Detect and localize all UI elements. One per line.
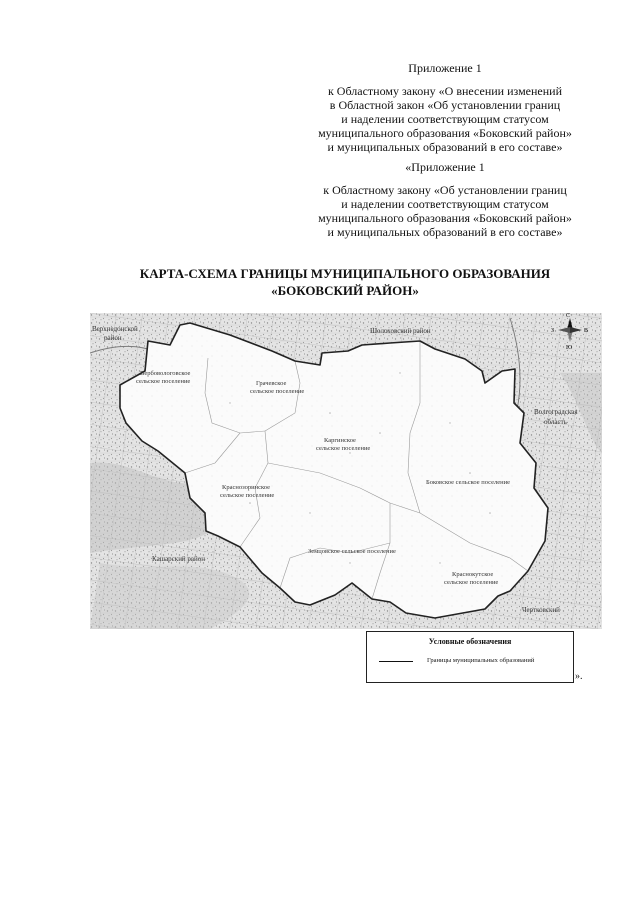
appendix-2-line: к Областному закону «Об установлении границ xyxy=(323,183,567,197)
district-map xyxy=(90,313,602,629)
appendix-1-line: в Областной закон «Об установлении границ xyxy=(329,98,561,112)
label-kashary: Кашарский район xyxy=(152,555,206,563)
map-svg xyxy=(90,313,602,629)
label-settlement: Земцовское сельское поселение xyxy=(308,548,396,555)
label-settlement: Каргинское xyxy=(324,437,356,444)
label-settlement: Грачевское xyxy=(256,380,287,387)
label-settlement: сельское поселение xyxy=(220,492,275,499)
label-chertkovsky: Чертковский xyxy=(522,606,560,614)
label-volgogradskaya: Волгоградская xyxy=(534,408,578,416)
compass-north: С xyxy=(566,313,571,319)
label-settlement: Боковское сельское поселение xyxy=(426,479,510,486)
legend-title: Условные обозначения xyxy=(428,637,512,646)
label-settlement: сельское поселение xyxy=(444,579,499,586)
compass-west: З xyxy=(551,328,555,334)
legend-line-symbol xyxy=(379,661,413,662)
label-settlement: Вербовологовское xyxy=(140,370,191,377)
label-verkhnedonskoy: район xyxy=(104,334,122,342)
compass-east: В xyxy=(584,328,589,334)
map-title xyxy=(90,265,600,299)
compass-south: Ю xyxy=(566,345,573,351)
appendix-2-title: «Приложение 1 xyxy=(405,160,485,174)
appendix-1-line: и муниципальных образований в его составе» xyxy=(327,140,563,154)
legend-item-label: Границы муниципальных образований xyxy=(427,657,535,664)
appendix-2-line: и муниципальных образований в его составе» xyxy=(327,225,563,239)
appendix-1-block xyxy=(300,61,590,154)
label-settlement: Краснозоринское xyxy=(222,484,270,491)
appendix-1-line: муниципального образования «Боковский район» xyxy=(318,126,572,140)
appendix-1-line: и наделении соответствующим статусом xyxy=(341,112,549,126)
label-settlement: Краснокутское xyxy=(452,571,494,578)
label-settlement: сельское поселение xyxy=(316,445,371,452)
appendix-1-line: к Областному закону «О внесении изменений xyxy=(327,84,563,98)
label-verkhnedonskoy: Верхнедонской xyxy=(92,325,138,333)
appendix-1-title: Приложение 1 xyxy=(408,61,482,75)
map-title-line: «БОКОВСКИЙ РАЙОН» xyxy=(271,283,419,298)
label-settlement: сельское поселение xyxy=(250,388,305,395)
appendix-2-line: и наделении соответствующим статусом xyxy=(341,197,549,211)
map-title-line: КАРТА-СХЕМА ГРАНИЦЫ МУНИЦИПАЛЬНОГО ОБРАЗОВАНИЯ xyxy=(139,266,551,281)
label-volgogradskaya: область xyxy=(544,418,567,426)
appendix-2-block xyxy=(300,160,590,239)
closing-quote: ». xyxy=(575,671,583,682)
label-sholokhovsky: Шолоховский район xyxy=(370,327,431,335)
map-legend xyxy=(366,631,574,683)
appendix-2-line: муниципального образования «Боковский район» xyxy=(318,211,572,225)
label-settlement: сельское поселение xyxy=(136,378,191,385)
